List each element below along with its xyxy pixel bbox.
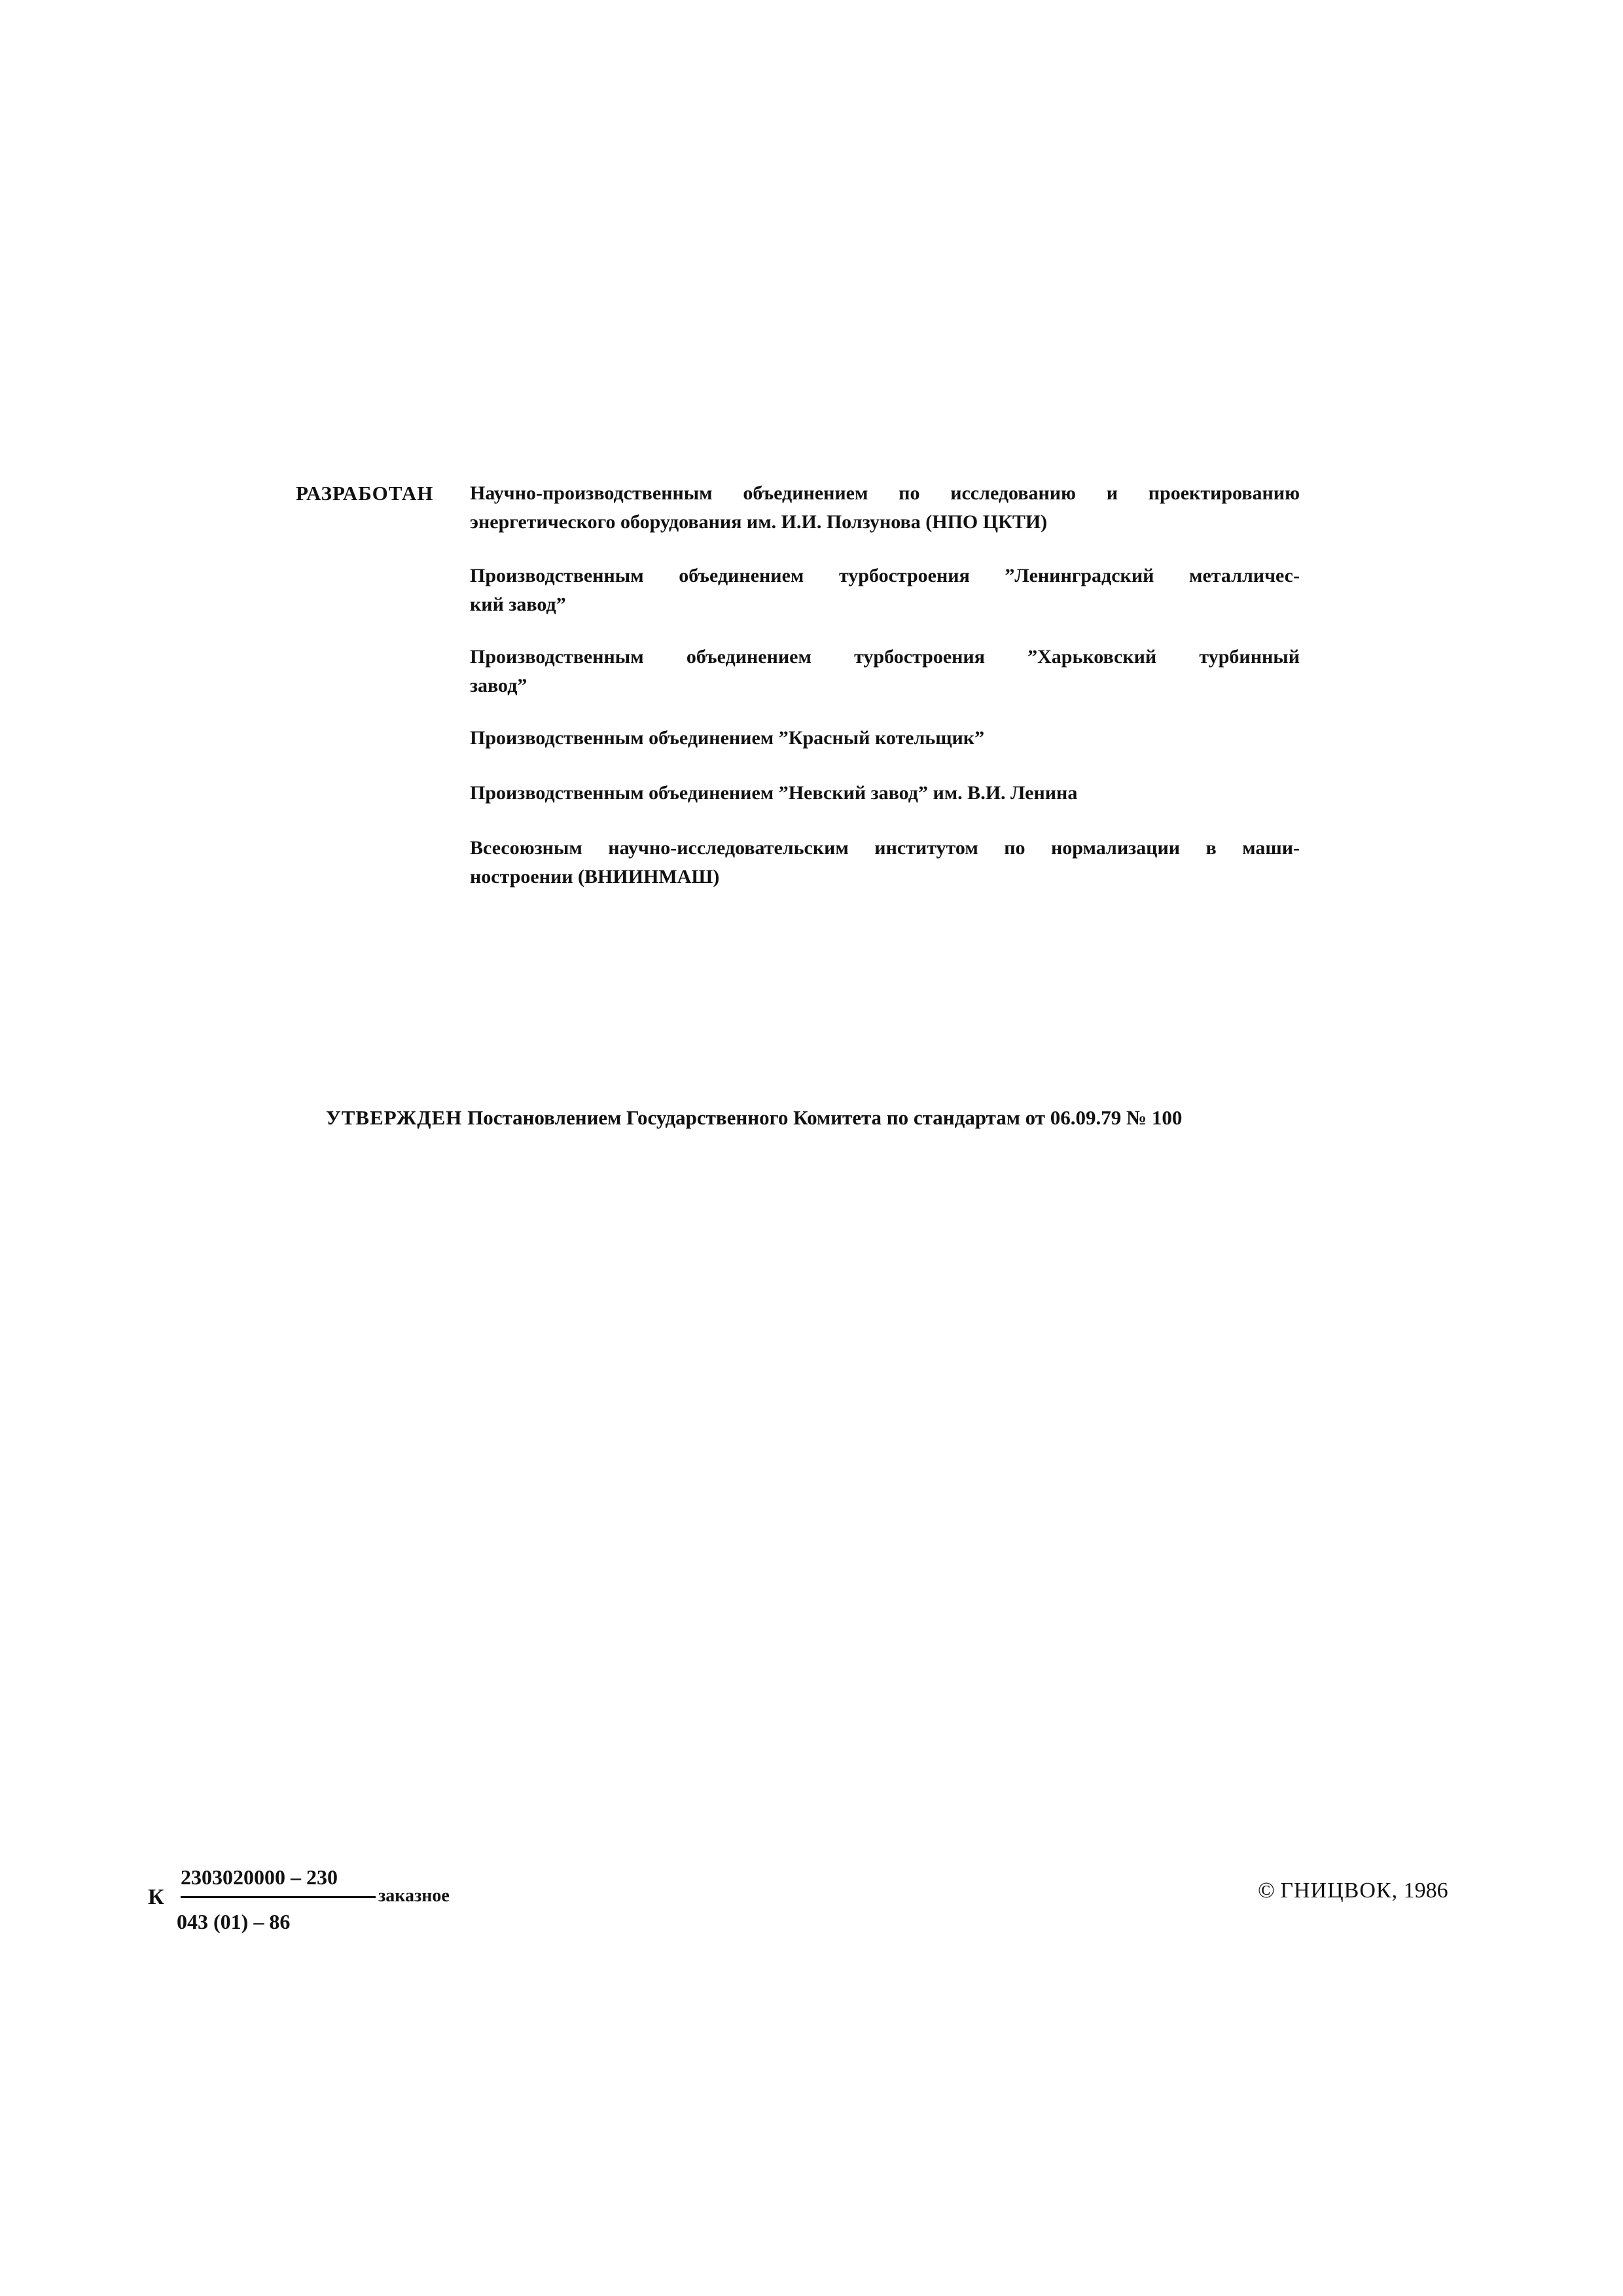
imprint-denominator: 043 (01) – 86 — [177, 1910, 291, 1933]
developed-label: РАЗРАБОТАН — [296, 482, 434, 505]
imprint-k-letter: К — [148, 1885, 164, 1909]
organization-3-line-1: Производственным объединением турбостроения ”Харьковский турбинный — [470, 646, 1300, 668]
organization-2 — [470, 562, 1300, 619]
publisher-name: ГНИЦВОК, — [1280, 1878, 1399, 1903]
approved-label: УТВЕРЖДЕН — [326, 1106, 463, 1129]
copyright-icon: © — [1258, 1878, 1275, 1903]
organization-4 — [470, 724, 1300, 753]
organization-2-line-2: кий завод” — [470, 594, 566, 615]
approval-statement — [326, 1106, 1182, 1130]
imprint-numerator: 2303020000 – 230 — [181, 1865, 338, 1889]
organization-6 — [470, 834, 1300, 891]
copyright-year: 1986 — [1403, 1878, 1448, 1903]
organization-5-line-1: Производственным объединением ”Невский завод” им. В.И. Ленина — [470, 782, 1078, 804]
organization-5 — [470, 779, 1300, 808]
organization-1 — [470, 479, 1300, 537]
imprint-fraction-line — [181, 1896, 376, 1898]
organization-1-line-2: энергетического оборудования им. И.И. Ползунова (НПО ЦКТИ) — [470, 511, 1048, 533]
organization-2-line-1: Производственным объединением турбостроения ”Ленинградский металличес- — [470, 565, 1300, 586]
order-type: заказное — [378, 1886, 450, 1906]
organization-4-line-1: Производственным объединением ”Красный котельщик” — [470, 727, 985, 749]
organization-3-line-2: завод” — [470, 675, 527, 696]
organization-3 — [470, 643, 1300, 700]
organization-6-line-1: Всесоюзным научно-исследовательским институтом по нормализации в маши- — [470, 837, 1300, 859]
copyright — [1258, 1878, 1448, 1903]
organization-1-line-1: Научно-производственным объединением по исследованию и проектированию — [470, 482, 1300, 504]
approved-text: Постановлением Государственного Комитета по стандартам от 06.09.79 № 100 — [467, 1106, 1183, 1129]
organization-6-line-2: ностроении (ВНИИНМАШ) — [470, 866, 720, 888]
